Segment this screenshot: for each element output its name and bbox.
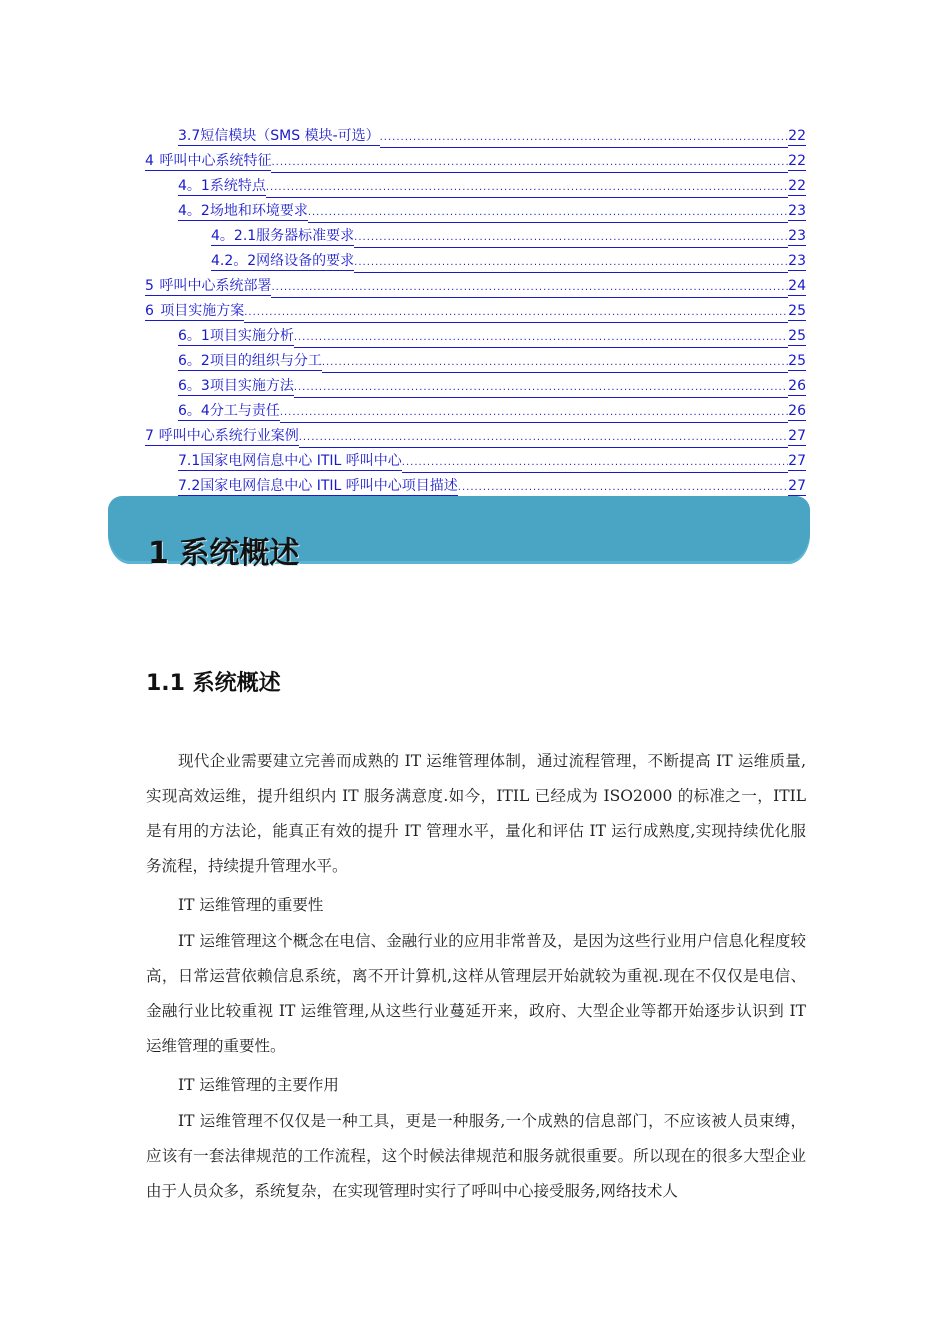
toc-leader-dots: [402, 454, 788, 473]
toc-entry-page: 26: [788, 403, 806, 419]
toc-entry-page: 24: [788, 278, 806, 294]
toc-entry-number: 7.1: [178, 453, 201, 469]
toc-entry-number: 4: [145, 152, 159, 171]
toc-entry[interactable]: [145, 302, 806, 323]
toc-entry-title: 国家电网信息中心 ITIL 呼叫中心项目描述: [200, 478, 458, 494]
toc-entry-page: 27: [788, 453, 806, 469]
toc-entry-title: 呼叫中心系统特征: [159, 153, 272, 169]
toc-entry[interactable]: [211, 252, 806, 273]
body-paragraph: IT 运维管理这个概念在电信、金融行业的应用非常普及，是因为这些行业用户信息化程度较高，日常运营依赖信息系统，离不开计算机,这样从管理层开始就较为重视.现在不仅仅是电信、金融行业比较重视 IT 运维管理,从这些行业蔓延开来，政府、大型企业等都开始逐步认识到 IT 运维管理的重要性。: [146, 932, 806, 1055]
toc-entry[interactable]: [178, 377, 806, 398]
toc-leader-dots: [354, 254, 788, 273]
toc-entry-title: 场地和环境要求: [209, 203, 308, 219]
toc-leader-dots: [322, 354, 788, 373]
body-paragraph: 现代企业需要建立完善而成熟的 IT 运维管理体制，通过流程管理，不断提高 IT 运维质量,实现高效运维，提升组织内 IT 服务满意度.如今，ITIL 已经成为 ISO2000 的标准之一，ITIL 是有用的方法论，能真正有效的提升 IT 管理水平，量化和评估 IT 运行成熟度,实现持续优化服务流程，持续提升管理水平。: [146, 752, 806, 875]
toc-entry[interactable]: [145, 152, 806, 173]
toc-entry-page: 23: [788, 253, 806, 269]
body-paragraph: IT 运维管理不仅仅是一种工具，更是一种服务,一个成熟的信息部门，不应该被人员束缚，应该有一套法律规范的工作流程，这个时候法律规范和服务就很重要。所以现在的很多大型企业由于人员众多，系统复杂，在实现管理时实行了呼叫中心接受服务,网络技术人: [146, 1112, 806, 1200]
toc-leader-dots: [294, 379, 788, 398]
toc-entry-page: 22: [788, 178, 806, 194]
toc-entry-title: 服务器标准要求: [256, 228, 355, 244]
toc-entry-page: 27: [788, 478, 806, 494]
toc-entry-page: 23: [788, 228, 806, 244]
toc-entry[interactable]: [178, 202, 806, 223]
toc-leader-dots: [271, 279, 788, 298]
toc-entry-number: 5: [145, 277, 159, 296]
toc-entry-title: 项目的组织与分工: [209, 353, 322, 369]
toc-entry-number: 4。2.1: [211, 228, 257, 244]
toc-entry-title: 项目实施方案: [160, 303, 245, 319]
body-paragraph: IT 运维管理的重要性: [178, 896, 324, 914]
toc-entry[interactable]: [178, 177, 806, 198]
toc-entry-number: 6: [145, 302, 160, 321]
toc-entry[interactable]: [145, 277, 806, 298]
toc-leader-dots: [380, 129, 789, 148]
toc-entry-page: 27: [788, 428, 806, 444]
toc-entry-title: 呼叫中心系统行业案例: [158, 428, 299, 444]
section-heading: 1.1 系统概述: [146, 671, 281, 696]
toc-entry-number: 6。2: [178, 353, 210, 369]
toc-entry-title: 国家电网信息中心 ITIL 呼叫中心: [200, 453, 402, 469]
body-paragraph: IT 运维管理的主要作用: [178, 1076, 339, 1094]
toc-entry-title: 项目实施分析: [209, 328, 294, 344]
toc-leader-dots: [271, 154, 788, 173]
toc-leader-dots: [308, 204, 788, 223]
toc-entry-number: 6。3: [178, 378, 210, 394]
toc-entry-page: 25: [788, 328, 806, 344]
toc-leader-dots: [266, 179, 788, 198]
toc-entry[interactable]: [178, 127, 806, 148]
toc-entry-number: 4。1: [178, 178, 210, 194]
toc-entry[interactable]: [178, 352, 806, 373]
toc-entry-number: 6。4: [178, 403, 210, 419]
toc-entry[interactable]: [178, 452, 806, 473]
toc-entry-title: 系统特点: [209, 178, 266, 194]
toc-entry-number: 4.2。2: [211, 253, 257, 269]
toc-entry-title: 分工与责任: [209, 403, 280, 419]
toc-entry[interactable]: [178, 327, 806, 348]
toc-entry[interactable]: [178, 402, 806, 423]
toc-entry-number: 6。1: [178, 328, 210, 344]
toc-leader-dots: [280, 404, 788, 423]
toc-entry-title: 项目实施方法: [209, 378, 294, 394]
toc-entry-page: 26: [788, 378, 806, 394]
toc-entry-number: 4。2: [178, 203, 210, 219]
toc-entry-page: 22: [788, 153, 806, 169]
toc-entry-title: 短信模块（SMS 模块-可选）: [200, 128, 380, 144]
chapter-title: 1 系统概述: [148, 536, 300, 571]
toc-entry-page: 25: [788, 353, 806, 369]
toc-leader-dots: [299, 429, 788, 448]
toc-entry-number: 3.7: [178, 128, 201, 144]
toc-entry-page: 25: [788, 303, 806, 319]
toc-leader-dots: [354, 229, 788, 248]
toc-entry-title: 网络设备的要求: [256, 253, 355, 269]
toc-entry-page: 22: [788, 128, 806, 144]
toc-entry[interactable]: [211, 227, 806, 248]
toc-entry[interactable]: [178, 477, 806, 498]
toc-entry-title: 呼叫中心系统部署: [159, 278, 272, 294]
toc-entry-number: 7.2: [178, 478, 201, 494]
toc-leader-dots: [294, 329, 788, 348]
toc-entry-number: 7: [145, 427, 159, 446]
toc-entry-page: 23: [788, 203, 806, 219]
toc-entry[interactable]: [145, 427, 806, 448]
toc-leader-dots: [244, 304, 788, 323]
